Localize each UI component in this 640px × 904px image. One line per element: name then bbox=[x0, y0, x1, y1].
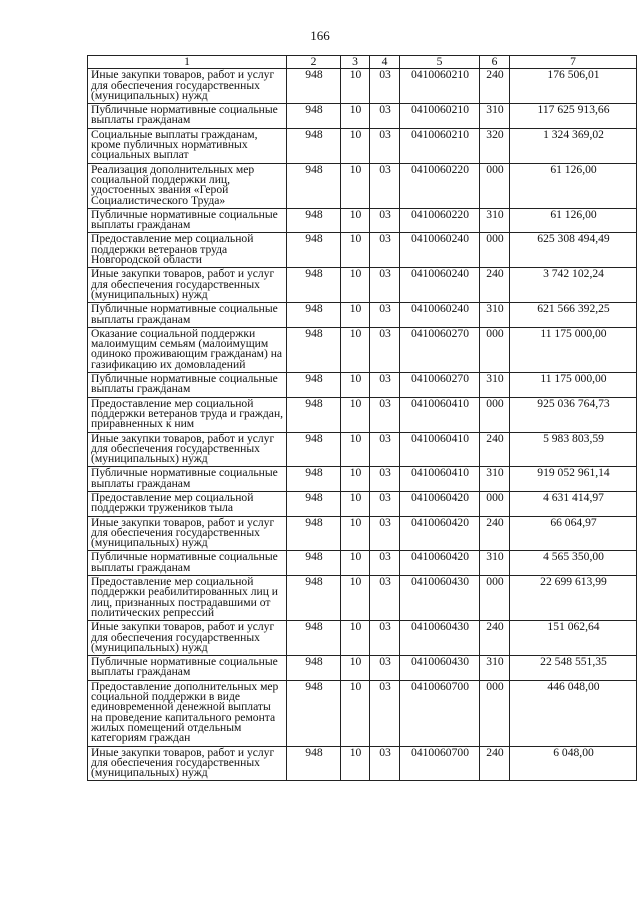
target-code-cell: 0410060410 bbox=[400, 397, 480, 432]
amount-cell: 6 048,00 bbox=[510, 746, 637, 781]
expense-type-cell: 000 bbox=[480, 327, 510, 372]
table-row bbox=[88, 373, 637, 398]
ministry-code-cell: 948 bbox=[287, 516, 341, 551]
section-code-cell: 10 bbox=[341, 516, 370, 551]
amount-cell: 22 699 613,99 bbox=[510, 576, 637, 621]
ministry-code-cell: 948 bbox=[287, 397, 341, 432]
section-code-cell: 10 bbox=[341, 746, 370, 781]
subsection-code-cell: 03 bbox=[370, 208, 400, 233]
amount-cell: 11 175 000,00 bbox=[510, 373, 637, 398]
row-name-cell: Иные закупки товаров, работ и услуг для обеспечения государственных (муниципальных) нужд bbox=[88, 621, 287, 656]
subsection-code-cell: 03 bbox=[370, 680, 400, 746]
table-row bbox=[88, 128, 637, 163]
row-name-cell: Иные закупки товаров, работ и услуг для обеспечения государственных (муниципальных) нужд bbox=[88, 432, 287, 467]
table-row bbox=[88, 69, 637, 104]
section-code-cell: 10 bbox=[341, 128, 370, 163]
amount-cell: 22 548 551,35 bbox=[510, 656, 637, 681]
subsection-code-cell: 03 bbox=[370, 128, 400, 163]
row-name-cell: Предоставление мер социальной поддержки ветеранов труда Новгородской области bbox=[88, 233, 287, 268]
expense-type-cell: 240 bbox=[480, 621, 510, 656]
table-row bbox=[88, 233, 637, 268]
ministry-code-cell: 948 bbox=[287, 576, 341, 621]
expense-type-cell: 240 bbox=[480, 69, 510, 104]
target-code-cell: 0410060420 bbox=[400, 491, 480, 516]
target-code-cell: 0410060430 bbox=[400, 621, 480, 656]
ministry-code-cell: 948 bbox=[287, 373, 341, 398]
subsection-code-cell: 03 bbox=[370, 576, 400, 621]
subsection-code-cell: 03 bbox=[370, 656, 400, 681]
amount-cell: 925 036 764,73 bbox=[510, 397, 637, 432]
expense-type-cell: 310 bbox=[480, 208, 510, 233]
target-code-cell: 0410060420 bbox=[400, 551, 480, 576]
subsection-code-cell: 03 bbox=[370, 104, 400, 129]
subsection-code-cell: 03 bbox=[370, 491, 400, 516]
row-name-cell: Иные закупки товаров, работ и услуг для обеспечения государственных (муниципальных) нужд bbox=[88, 746, 287, 781]
subsection-code-cell: 03 bbox=[370, 746, 400, 781]
amount-cell: 61 126,00 bbox=[510, 163, 637, 208]
section-code-cell: 10 bbox=[341, 373, 370, 398]
table-row bbox=[88, 576, 637, 621]
amount-cell: 11 175 000,00 bbox=[510, 327, 637, 372]
section-code-cell: 10 bbox=[341, 467, 370, 492]
target-code-cell: 0410060270 bbox=[400, 327, 480, 372]
table-row bbox=[88, 656, 637, 681]
target-code-cell: 0410060420 bbox=[400, 516, 480, 551]
section-code-cell: 10 bbox=[341, 432, 370, 467]
expense-type-cell: 000 bbox=[480, 163, 510, 208]
ministry-code-cell: 948 bbox=[287, 432, 341, 467]
table-row bbox=[88, 680, 637, 746]
subsection-code-cell: 03 bbox=[370, 516, 400, 551]
amount-cell: 61 126,00 bbox=[510, 208, 637, 233]
row-name-cell: Предоставление мер социальной поддержки реабилитированных лиц и лиц, признанных пострадавшими от политических репрессий bbox=[88, 576, 287, 621]
section-code-cell: 10 bbox=[341, 621, 370, 656]
table-row bbox=[88, 268, 637, 303]
ministry-code-cell: 948 bbox=[287, 233, 341, 268]
amount-cell: 5 983 803,59 bbox=[510, 432, 637, 467]
expense-type-cell: 310 bbox=[480, 467, 510, 492]
subsection-code-cell: 03 bbox=[370, 467, 400, 492]
amount-cell: 117 625 913,66 bbox=[510, 104, 637, 129]
target-code-cell: 0410060220 bbox=[400, 163, 480, 208]
table-row bbox=[88, 104, 637, 129]
amount-cell: 66 064,97 bbox=[510, 516, 637, 551]
subsection-code-cell: 03 bbox=[370, 268, 400, 303]
expense-type-cell: 000 bbox=[480, 576, 510, 621]
expense-type-cell: 000 bbox=[480, 491, 510, 516]
target-code-cell: 0410060430 bbox=[400, 576, 480, 621]
expense-type-cell: 310 bbox=[480, 104, 510, 129]
ministry-code-cell: 948 bbox=[287, 268, 341, 303]
amount-cell: 151 062,64 bbox=[510, 621, 637, 656]
expense-type-cell: 320 bbox=[480, 128, 510, 163]
amount-cell: 919 052 961,14 bbox=[510, 467, 637, 492]
subsection-code-cell: 03 bbox=[370, 373, 400, 398]
expense-type-cell: 000 bbox=[480, 397, 510, 432]
ministry-code-cell: 948 bbox=[287, 621, 341, 656]
section-code-cell: 10 bbox=[341, 491, 370, 516]
subsection-code-cell: 03 bbox=[370, 303, 400, 328]
expense-type-cell: 000 bbox=[480, 233, 510, 268]
row-name-cell: Предоставление мер социальной поддержки ветеранов труда и граждан, приравненных к ним bbox=[88, 397, 287, 432]
expense-type-cell: 310 bbox=[480, 656, 510, 681]
section-code-cell: 10 bbox=[341, 576, 370, 621]
table-header-row bbox=[88, 56, 637, 69]
section-code-cell: 10 bbox=[341, 268, 370, 303]
target-code-cell: 0410060700 bbox=[400, 680, 480, 746]
row-name-cell: Иные закупки товаров, работ и услуг для обеспечения государственных (муниципальных) нужд bbox=[88, 268, 287, 303]
header-cell: 2 bbox=[287, 56, 341, 69]
expense-type-cell: 240 bbox=[480, 268, 510, 303]
header-cell: 7 bbox=[510, 56, 637, 69]
row-name-cell: Реализация дополнительных мер социальной поддержки лиц, удостоенных звания «Герой Социалистического Труда» bbox=[88, 163, 287, 208]
ministry-code-cell: 948 bbox=[287, 551, 341, 576]
header-cell: 6 bbox=[480, 56, 510, 69]
budget-table bbox=[87, 55, 637, 781]
section-code-cell: 10 bbox=[341, 397, 370, 432]
section-code-cell: 10 bbox=[341, 104, 370, 129]
row-name-cell: Социальные выплаты гражданам, кроме публичных нормативных социальных выплат bbox=[88, 128, 287, 163]
ministry-code-cell: 948 bbox=[287, 104, 341, 129]
expense-type-cell: 310 bbox=[480, 303, 510, 328]
target-code-cell: 0410060210 bbox=[400, 104, 480, 129]
expense-type-cell: 240 bbox=[480, 432, 510, 467]
expense-type-cell: 240 bbox=[480, 516, 510, 551]
header-cell: 1 bbox=[88, 56, 287, 69]
section-code-cell: 10 bbox=[341, 303, 370, 328]
section-code-cell: 10 bbox=[341, 233, 370, 268]
subsection-code-cell: 03 bbox=[370, 327, 400, 372]
ministry-code-cell: 948 bbox=[287, 680, 341, 746]
subsection-code-cell: 03 bbox=[370, 432, 400, 467]
row-name-cell: Иные закупки товаров, работ и услуг для обеспечения государственных (муниципальных) нужд bbox=[88, 69, 287, 104]
target-code-cell: 0410060270 bbox=[400, 373, 480, 398]
table-row bbox=[88, 746, 637, 781]
table-row bbox=[88, 163, 637, 208]
expense-type-cell: 310 bbox=[480, 373, 510, 398]
expense-type-cell: 000 bbox=[480, 680, 510, 746]
amount-cell: 176 506,01 bbox=[510, 69, 637, 104]
expense-type-cell: 240 bbox=[480, 746, 510, 781]
target-code-cell: 0410060220 bbox=[400, 208, 480, 233]
ministry-code-cell: 948 bbox=[287, 163, 341, 208]
row-name-cell: Предоставление дополнительных мер социальной поддержки в виде единовременной денежной выплаты на проведение капитального ремонта жилых помещений отдельным категориям граждан bbox=[88, 680, 287, 746]
table-row bbox=[88, 208, 637, 233]
section-code-cell: 10 bbox=[341, 680, 370, 746]
subsection-code-cell: 03 bbox=[370, 163, 400, 208]
row-name-cell: Публичные нормативные социальные выплаты гражданам bbox=[88, 373, 287, 398]
row-name-cell: Публичные нормативные социальные выплаты гражданам bbox=[88, 208, 287, 233]
page-number: 166 bbox=[310, 28, 330, 43]
subsection-code-cell: 03 bbox=[370, 233, 400, 268]
target-code-cell: 0410060410 bbox=[400, 467, 480, 492]
header-cell: 4 bbox=[370, 56, 400, 69]
amount-cell: 625 308 494,49 bbox=[510, 233, 637, 268]
ministry-code-cell: 948 bbox=[287, 491, 341, 516]
header-cell: 5 bbox=[400, 56, 480, 69]
section-code-cell: 10 bbox=[341, 163, 370, 208]
header-cell: 3 bbox=[341, 56, 370, 69]
subsection-code-cell: 03 bbox=[370, 69, 400, 104]
subsection-code-cell: 03 bbox=[370, 397, 400, 432]
target-code-cell: 0410060240 bbox=[400, 268, 480, 303]
ministry-code-cell: 948 bbox=[287, 128, 341, 163]
table-body bbox=[88, 69, 637, 781]
target-code-cell: 0410060410 bbox=[400, 432, 480, 467]
target-code-cell: 0410060700 bbox=[400, 746, 480, 781]
row-name-cell: Оказание социальной поддержки малоимущим семьям (малоимущим одиноко проживающим гражданам) на газификацию их домовладений bbox=[88, 327, 287, 372]
ministry-code-cell: 948 bbox=[287, 303, 341, 328]
target-code-cell: 0410060430 bbox=[400, 656, 480, 681]
row-name-cell: Иные закупки товаров, работ и услуг для обеспечения государственных (муниципальных) нужд bbox=[88, 516, 287, 551]
table-row bbox=[88, 327, 637, 372]
target-code-cell: 0410060240 bbox=[400, 233, 480, 268]
amount-cell: 446 048,00 bbox=[510, 680, 637, 746]
expense-type-cell: 310 bbox=[480, 551, 510, 576]
ministry-code-cell: 948 bbox=[287, 327, 341, 372]
row-name-cell: Публичные нормативные социальные выплаты гражданам bbox=[88, 656, 287, 681]
ministry-code-cell: 948 bbox=[287, 467, 341, 492]
ministry-code-cell: 948 bbox=[287, 69, 341, 104]
target-code-cell: 0410060210 bbox=[400, 128, 480, 163]
ministry-code-cell: 948 bbox=[287, 746, 341, 781]
section-code-cell: 10 bbox=[341, 656, 370, 681]
ministry-code-cell: 948 bbox=[287, 208, 341, 233]
row-name-cell: Предоставление мер социальной поддержки тружеников тыла bbox=[88, 491, 287, 516]
target-code-cell: 0410060240 bbox=[400, 303, 480, 328]
table-row bbox=[88, 467, 637, 492]
section-code-cell: 10 bbox=[341, 551, 370, 576]
subsection-code-cell: 03 bbox=[370, 621, 400, 656]
subsection-code-cell: 03 bbox=[370, 551, 400, 576]
row-name-cell: Публичные нормативные социальные выплаты гражданам bbox=[88, 467, 287, 492]
ministry-code-cell: 948 bbox=[287, 656, 341, 681]
table-row bbox=[88, 303, 637, 328]
row-name-cell: Публичные нормативные социальные выплаты гражданам bbox=[88, 104, 287, 129]
row-name-cell: Публичные нормативные социальные выплаты гражданам bbox=[88, 303, 287, 328]
table-row bbox=[88, 397, 637, 432]
table-row bbox=[88, 551, 637, 576]
section-code-cell: 10 bbox=[341, 327, 370, 372]
table-row bbox=[88, 432, 637, 467]
table-row bbox=[88, 516, 637, 551]
amount-cell: 4 565 350,00 bbox=[510, 551, 637, 576]
row-name-cell: Публичные нормативные социальные выплаты гражданам bbox=[88, 551, 287, 576]
amount-cell: 3 742 102,24 bbox=[510, 268, 637, 303]
amount-cell: 1 324 369,02 bbox=[510, 128, 637, 163]
section-code-cell: 10 bbox=[341, 208, 370, 233]
table-row bbox=[88, 621, 637, 656]
table-row bbox=[88, 491, 637, 516]
amount-cell: 4 631 414,97 bbox=[510, 491, 637, 516]
amount-cell: 621 566 392,25 bbox=[510, 303, 637, 328]
target-code-cell: 0410060210 bbox=[400, 69, 480, 104]
section-code-cell: 10 bbox=[341, 69, 370, 104]
